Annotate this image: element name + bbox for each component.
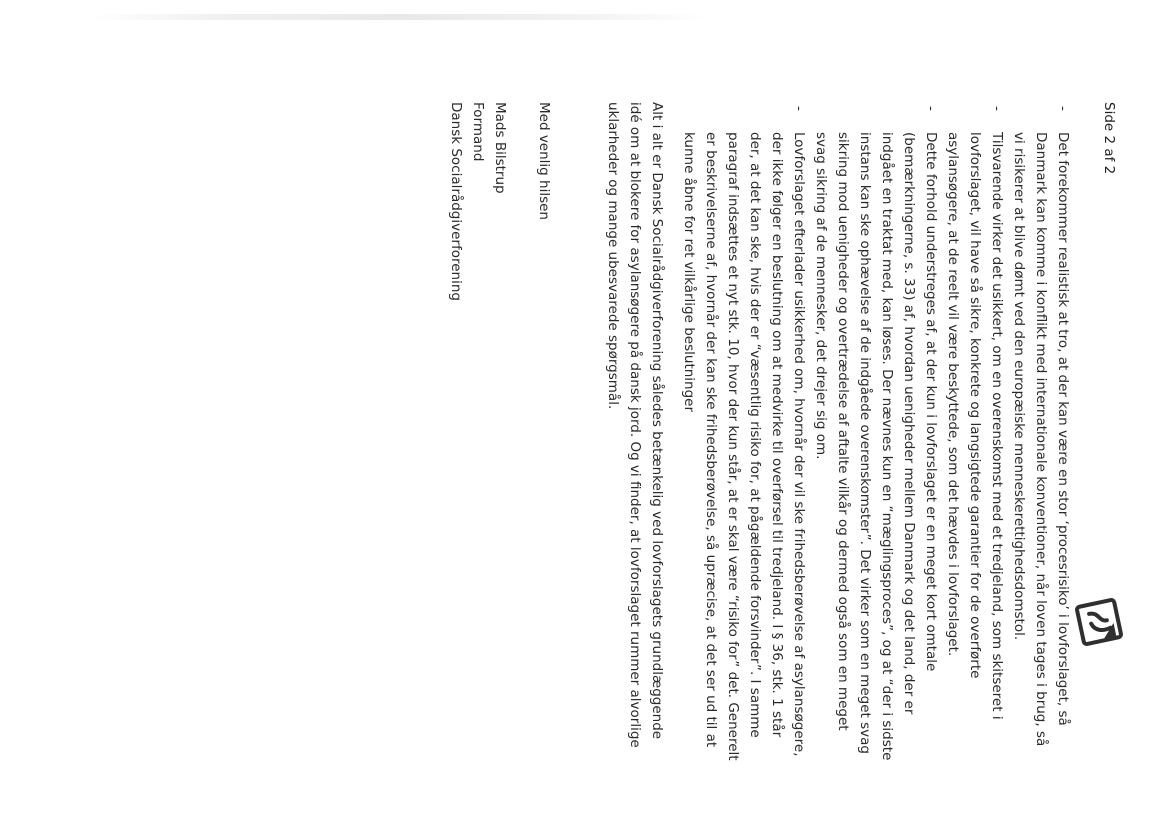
- organization-logo-icon: [1073, 596, 1125, 648]
- bullet-item: - Dette forhold understreges af, at der kun i lovforslaget er en meget kort omtale (bemærkningerne, s. 33) af, hvordan uenigheder mellem Danmark og det land, der er indgået en traktat med, kan løses. Der nævnes kun en “mæglingsproces”, og at “der i sidste instans kan ske ophævelse af de indgåede overenskomster”. Det virker som en meget svag sikring mod uenigheder og overtrædelse af aftalte vilkår og dermed også som en meget svag sikring af de mennesker, det drejer sig om.: [813, 106, 939, 761]
- signer-title: Formand: [470, 102, 486, 162]
- bullet-item: - Lovforslaget efterlader usikkerhed om, hvornår der vil ske frihedsberøvelse af asylansøgere, der ikke følger en beslutning om at medvirke til overførsel til tredjeland. I § 36, stk. 1 står der, at det kan ske, hvis der er “væsentlig risiko for, at pågældende forsvinder”. I samme paragraf indsættes et nyt stk. 10, hvor der kun står, at er skal være “risiko for” det. Generelt er beskrivelserne af, hvornår der kan ske frihedsberøvelse, så upræcise, at det ser ud til at kunne åbne for ret vilkårlige beslutninger: [681, 106, 807, 761]
- signature-block: [445, 102, 511, 762]
- signer-organization: Dansk Socialrådgiverforening: [448, 102, 464, 301]
- closing-salutation: Med venlig hilsen: [536, 102, 552, 220]
- page-number: Side 2 af 2: [1101, 102, 1117, 175]
- bullet-text: Tilsvarende virker det usikkert, om en overenskomst med et tredjeland, som skitseret i lovforslaget, vil have så sikre, konkrete og langsigtede garantier for de overførte asylansøgere, at de reelt vil være beskyttede, som det hævdes i lovforslaget.: [945, 132, 1005, 720]
- bullet-text: Det forekommer realistisk at tro, at der kan være en stor ‘procesrisiko’ i lovforslaget, så Danmark kan komme i konflikt med internationale konventioner, når loven tages i brug, så vi risikerer at blive dømt ved den europæiske menneskerettighedsdomstol.: [1011, 132, 1071, 747]
- signer-name: Mads Bilstrup: [492, 102, 508, 194]
- bullet-text: Lovforslaget efterlader usikkerhed om, hvornår der vil ske frihedsberøvelse af asylansøgere, der ikke følger en beslutning om at medvirke til overførsel til tredjeland. I § 36, stk. 1 står der, at det kan ske, hvis der er “væsentlig risiko for, at pågældende forsvinder”. I samme paragraf indsættes et nyt stk. 10, hvor der kun står, at er skal være “risiko for” det. Generelt er beskrivelserne af, hvornår der kan ske frihedsberøvelse, så upræcise, at det ser ud til at kunne åbne for ret vilkårlige beslutninger: [681, 132, 807, 761]
- letter-body: [445, 102, 1074, 762]
- bullet-item: - Tilsvarende virker det usikkert, om en overenskomst med et tredjeland, som skitseret i lovforslaget, vil have så sikre, konkrete og langsigtede garantier for de overførte asylansøgere, at de reelt vil være beskyttede, som det hævdes i lovforslaget.: [945, 106, 1005, 720]
- bullet-item: - Det forekommer realistisk at tro, at der kan være en stor ‘procesrisiko’ i lovforslaget, så Danmark kan komme i konflikt med internationale konventioner, når loven tages i brug, så vi risikerer at blive dømt ved den europæiske menneskerettighedsdomstol.: [1011, 106, 1071, 747]
- conclusion-paragraph: Alt i alt er Dansk Socialrådgiverforening således betænkelig ved lovforslagets grundlæggende idé om at blokere for asylansøgere på dansk jord. Og vi finder, at lovforslaget rummer alvorlige uklarheder og mange ubesvarede spørgsmål.: [605, 102, 665, 748]
- bullet-text: Dette forhold understreges af, at der kun i lovforslaget er en meget kort omtale (bemærkningerne, s. 33) af, hvordan uenigheder mellem Danmark og det land, der er indgået en traktat med, kan løses. Der nævnes kun en “mæglingsproces”, og at “der i sidste instans kan ske ophævelse af de indgåede overenskomster”. Det virker som en meget svag sikring mod uenigheder og overtrædelse af aftalte vilkår og dermed også som en meget svag sikring af de mennesker, det drejer sig om.: [813, 132, 939, 761]
